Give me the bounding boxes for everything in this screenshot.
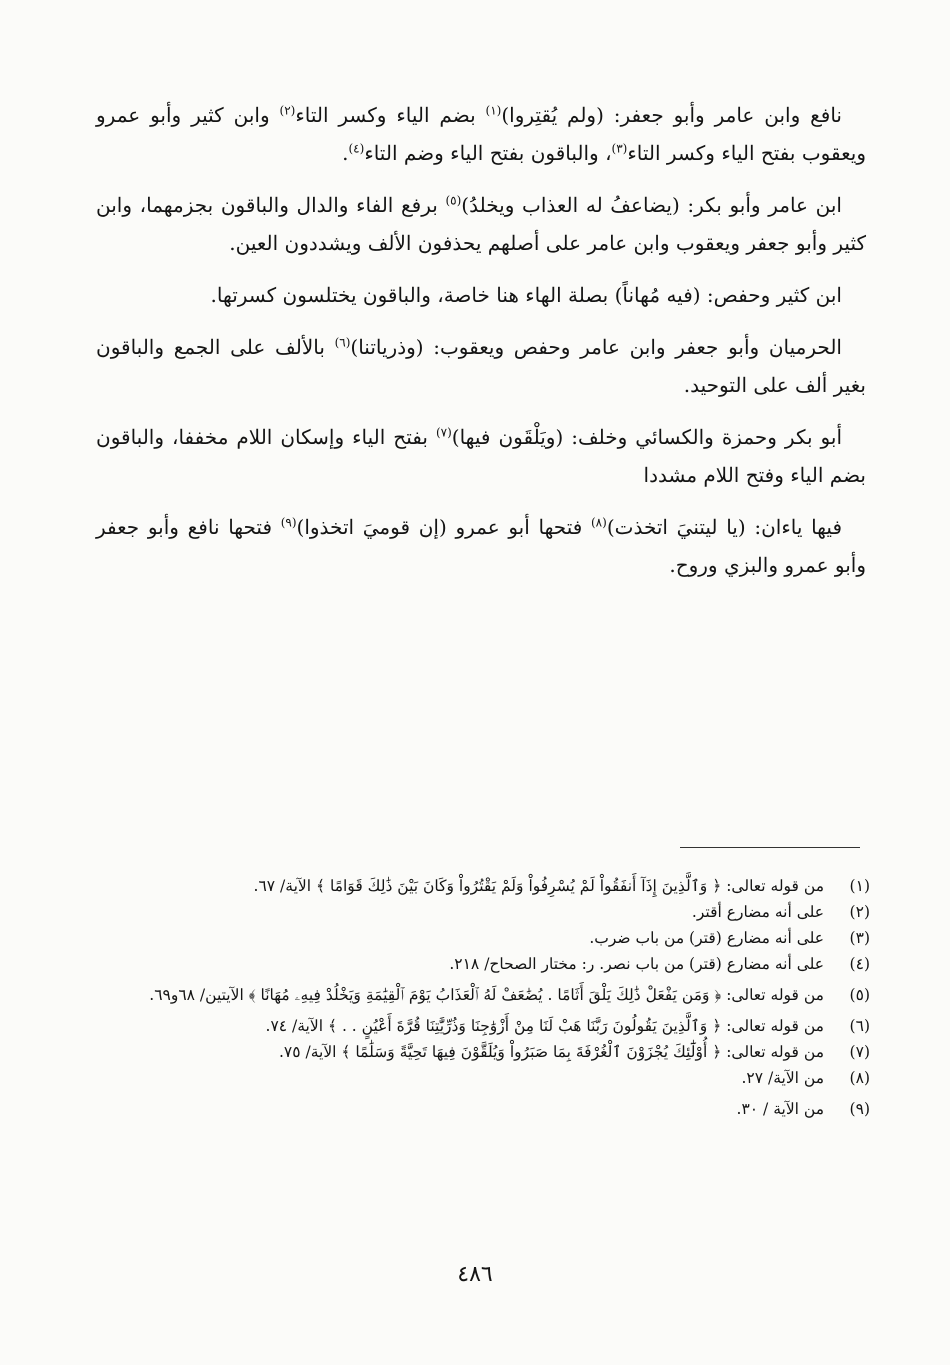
- footnote-item: [120, 1065, 870, 1091]
- footnote-item: [120, 925, 870, 951]
- footnote-ref[interactable]: (٢): [279, 103, 296, 118]
- footnote-number: (٤): [849, 955, 870, 973]
- footnote-text: على أنه مضارع (قتر) من باب نصر. ر: مختار الصحاح/ ٢١٨.: [449, 955, 824, 973]
- footnote-ref[interactable]: (٧): [435, 425, 452, 440]
- footnote-text: من قوله تعالى: ﴿ وَٱلَّذِينَ إِذَآ أَنفَقُواْ لَمْ يُسْرِفُواْ وَلَمْ يَقْتُرُواْ وَكَانَ بَيْنَ ذَٰلِكَ قَوَامًا ﴾ الآية/ ٦٧.: [253, 877, 824, 895]
- footnote-number: (٧): [849, 1043, 870, 1061]
- footnote-item: [120, 1039, 870, 1065]
- footnote-number: (٢): [849, 903, 870, 921]
- footnote-text: من قوله تعالى: ﴿ وَٱلَّذِينَ يَقُولُونَ رَبَّنَا هَبْ لَنَا مِنْ أَزْوَٰجِنَا وَذُرِّيَّٰتِنَا قُرَّةَ أَعْيُنٍ . . ﴾ الآية/ ٧٤.: [265, 1017, 824, 1035]
- footnote-number: (١): [849, 877, 870, 895]
- footnote-text: من الآية/ ٢٧.: [741, 1069, 824, 1087]
- paragraph-3: ابن كثير وحفص: (فيه مُهاناً) بصلة الهاء هنا خاصة، والباقون يختلسون كسرتها.: [210, 283, 842, 307]
- paragraph-6: فيها ياءان: (يا ليتنيَ اتخذت)$^{(٨)}$ فتحها أبو عمرو (إن قوميَ اتخذوا)$^{(٩)}$ فتحها نافع وأبو جعفر وأبو عمرو والبزي وروح.: [96, 515, 866, 577]
- footnote-ref[interactable]: (٤): [348, 141, 365, 156]
- footnote-number: (٣): [849, 929, 870, 947]
- main-text: [96, 96, 866, 598]
- footnote-item: [120, 899, 870, 925]
- footnote-number: (٩): [849, 1100, 870, 1118]
- footnote-text: على أنه مضارع (قتر) من باب ضرب.: [589, 929, 824, 947]
- paragraph-1: نافع وابن عامر وأبو جعفر: (ولم يُقتِروا)$^{(١)}$ بضم الياء وكسر التاء$^{(٢)}$ وابن كثير وأبو عمرو ويعقوب بفتح الياء وكسر التاء$^{(٣)}$، والباقون بفتح الياء وضم التاء$^{(٤)}$.: [96, 103, 866, 165]
- footnote-item: [120, 951, 870, 977]
- footnote-ref[interactable]: (٥): [445, 193, 462, 208]
- footnote-item: [120, 873, 870, 899]
- footnote-ref[interactable]: (١): [485, 103, 502, 118]
- footnote-ref[interactable]: (٦): [334, 335, 351, 350]
- footnote-divider: [680, 847, 860, 848]
- footnotes: [120, 873, 870, 1122]
- paragraph-4: الحرميان وأبو جعفر وابن عامر وحفص ويعقوب: (وذرياتنا)$^{(٦)}$ بالألف على الجمع والباقون بغير ألف على التوحيد.: [96, 335, 866, 397]
- paragraph-2: ابن عامر وأبو بكر: (يضاعفُ له العذاب ويخلدُ)$^{(٥)}$ برفع الفاء والدال والباقون بجزمهما، وابن كثير وأبو جعفر ويعقوب وابن عامر على أصلهم يحذفون الألف ويشددون العين.: [96, 193, 866, 255]
- footnote-ref[interactable]: (٨): [590, 515, 607, 530]
- footnote-ref[interactable]: (٩): [280, 515, 297, 530]
- page-number: ٤٨٦: [457, 1262, 493, 1287]
- footnote-ref[interactable]: (٣): [611, 141, 628, 156]
- footnote-item: [120, 1096, 870, 1122]
- paragraph-5: أبو بكر وحمزة والكسائي وخلف: (ويَلْقَون فيها)$^{(٧)}$ بفتح الياء وإسكان اللام مخففا، والباقون بضم الياء وفتح اللام مشددا: [96, 425, 866, 487]
- footnote-text: من قوله تعالى: ﴿ وَمَن يَفْعَلْ ذَٰلِكَ يَلْقَ أَثَامًا . يُضَٰعَفْ لَهُ ٱلْعَذَابُ يَوْمَ ٱلْقِيَٰمَةِ وَيَخْلُدْ فِيهِۦ مُهَانًا ﴾ الآيتين/ ٦٨و٦٩.: [149, 986, 824, 1004]
- footnote-text: من قوله تعالى: ﴿ أُوْلَٰٓئِكَ يُجْزَوْنَ ٱلْغُرْفَةَ بِمَا صَبَرُواْ وَيُلَقَّوْنَ فِيهَا تَحِيَّةً وَسَلَٰمًا ﴾ الآية/ ٧٥.: [278, 1043, 824, 1061]
- footnote-item: [120, 1013, 870, 1039]
- footnote-number: (٨): [849, 1069, 870, 1087]
- footnote-number: (٦): [849, 1017, 870, 1035]
- footnote-number: (٥): [849, 986, 870, 1004]
- footnote-text: من الآية / ٣٠.: [736, 1100, 824, 1118]
- footnote-text: على أنه مضارع أقتر.: [691, 903, 824, 921]
- footnote-item: [120, 982, 870, 1008]
